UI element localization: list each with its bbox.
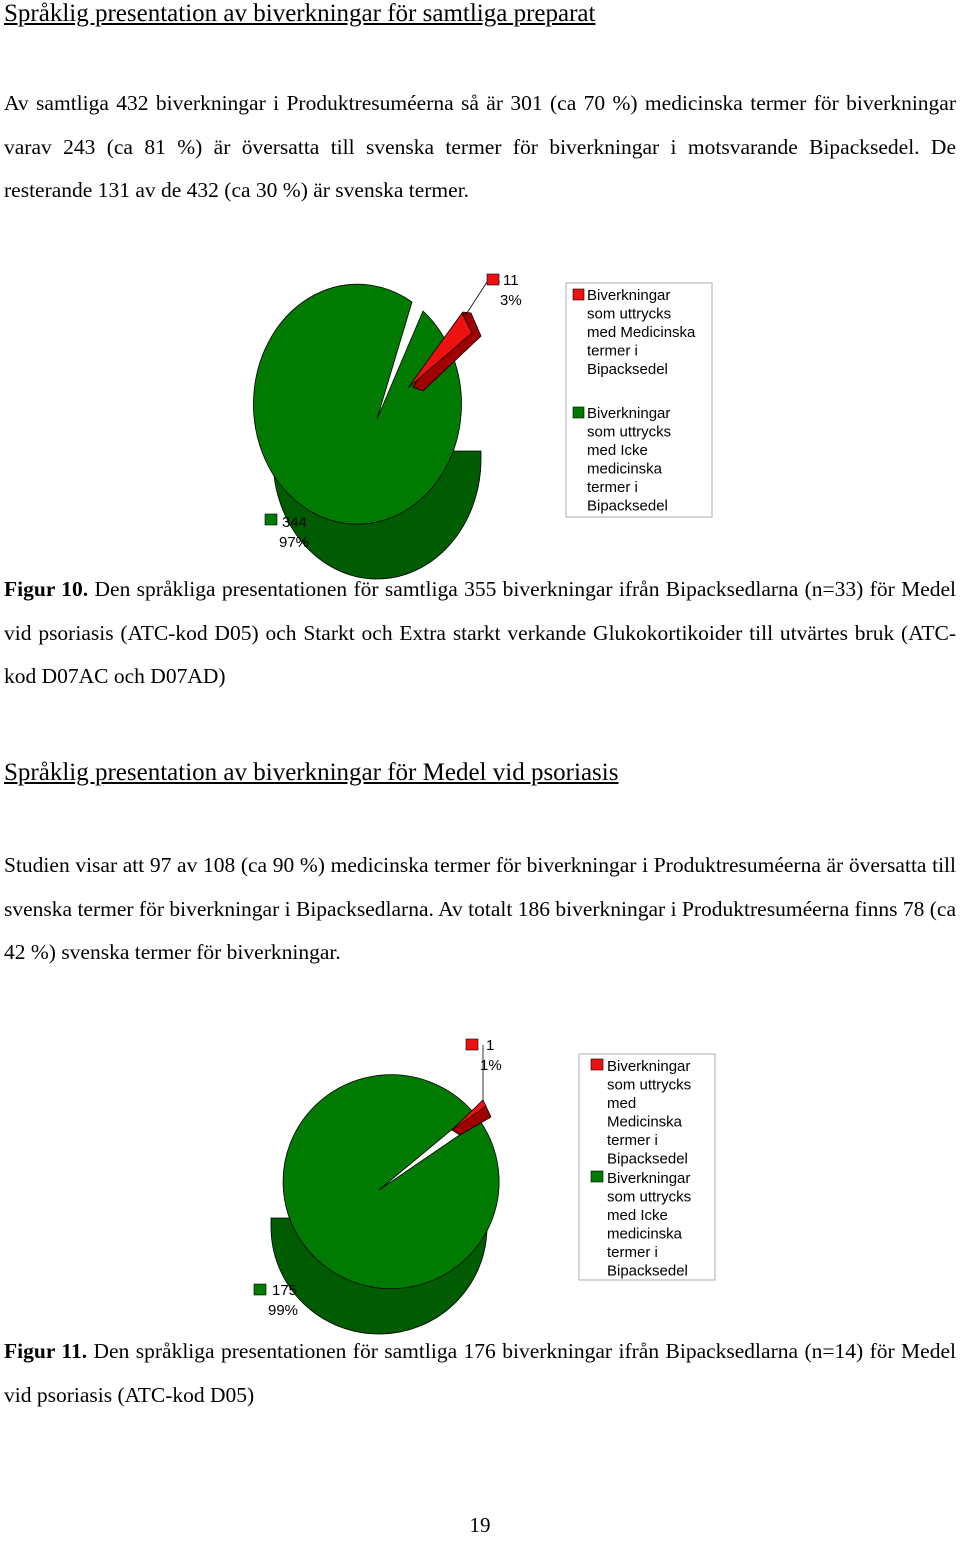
pie1-legend-text-green-line: med Icke xyxy=(587,442,648,459)
intro-paragraph-psoriasis: Studien visar att 97 av 108 (ca 90 %) medicinska termer för biverkningar i Produktresuméerna är översatta till svenska termer för biverkningar i Bipacksedlarna. Av totalt 186 biverkningar i Produktresuméerna finns 78 (ca 42 %) svenska termer för biverkningar. xyxy=(4,853,956,964)
pie2-red-count: 1 xyxy=(486,1037,495,1054)
pie-2-group xyxy=(254,1037,715,1334)
pie1-legend-text-red-line: med Medicinska xyxy=(587,324,696,341)
section-heading-psoriasis: Språklig presentation av biverkningar för Medel vid psoriasis xyxy=(4,759,619,786)
pie2-legend-text-green-line: medicinska xyxy=(607,1225,683,1243)
pie1-legend-text-green-line: medicinska xyxy=(587,460,663,478)
figure-10-caption-text: Den språkliga presentationen för samtliga 355 biverkningar ifrån Bipacksedlarna (n=33) för Medel vid psoriasis (ATC-kod D05) och Starkt och Extra starkt verkande Glukokortikoider till utvärtes bruk (ATC-kod D07AC och D07AD) xyxy=(4,577,956,688)
pie2-legend-text-green-line: som uttrycks xyxy=(607,1188,692,1206)
pie1-legend-text-green-line: Biverkningar xyxy=(587,405,671,422)
pie2-legend-text-red xyxy=(607,1058,691,1168)
intro-paragraph-all-drugs: Av samtliga 432 biverkningar i Produktresuméerna så är 301 (ca 70 %) medicinska termer för biverkningar varav 243 (ca 81 %) är översatta till svenska termer för biverkningar i motsvarande Bipacksedel. De resterande 131 av de 432 (ca 30 %) är svenska termer. xyxy=(4,91,956,202)
pie2-legend-text-green-line: termer i xyxy=(607,1244,658,1261)
pie1-legend-swatch-green xyxy=(573,407,584,418)
pie2-legend-text-green-line: med Icke xyxy=(607,1207,668,1224)
figure-10-caption xyxy=(4,568,956,699)
pie1-legend-text-red-line: Biverkningar xyxy=(587,287,671,304)
pie2-legend-swatch-red xyxy=(591,1059,603,1070)
pie2-legend-swatch-green xyxy=(591,1171,603,1182)
pie1-red-count: 11 xyxy=(503,272,519,289)
pie-1-group xyxy=(253,272,712,579)
pie2-legend-text-red-line: Medicinska xyxy=(607,1113,683,1131)
pie2-red-label-swatch xyxy=(466,1039,478,1050)
pie2-legend-text-green-line: Biverkningar xyxy=(607,1170,691,1187)
pie1-label-line-red xyxy=(465,282,487,316)
pie2-green-label-swatch xyxy=(254,1284,266,1295)
pie2-legend-text-red-line: Biverkningar xyxy=(607,1058,691,1075)
page-number: 19 xyxy=(469,1513,491,1537)
pie1-red-percent: 3% xyxy=(500,292,522,309)
pie1-green-label-swatch xyxy=(265,514,277,525)
pie1-green-count: 344 xyxy=(282,514,308,531)
figure-11-caption xyxy=(4,1330,956,1417)
pie2-legend-text-red-line: Bipacksedel xyxy=(607,1150,688,1168)
figure-11-label: Figur 11. xyxy=(4,1339,88,1363)
pie2-legend-text-green-line: Bipacksedel xyxy=(607,1262,688,1280)
pie2-green-slice xyxy=(283,1075,499,1289)
pie1-legend-swatch-red xyxy=(573,289,584,300)
pie1-legend-text-green-line: som uttrycks xyxy=(587,423,672,441)
pie1-green-slice xyxy=(253,284,461,524)
pie2-red-percent: 1% xyxy=(480,1057,502,1074)
pie2-legend-text-red-line: termer i xyxy=(607,1132,658,1149)
pie2-green-percent: 99% xyxy=(268,1302,299,1319)
pie2-legend-text-red-line: som uttrycks xyxy=(607,1076,692,1094)
section-heading-all-drugs: Språklig presentation av biverkningar för samtliga preparat xyxy=(4,0,596,27)
pie1-legend-text-green-line: Bipacksedel xyxy=(587,497,668,515)
figure-10-label: Figur 10. xyxy=(4,577,89,601)
pie1-red-label-swatch xyxy=(487,274,499,285)
pie1-legend-text-red-line: Bipacksedel xyxy=(587,361,668,378)
pie2-legend-text-red-line: med xyxy=(607,1095,637,1112)
pie2-legend-text-green xyxy=(607,1170,691,1280)
pie2-green-count: 175 xyxy=(272,1282,298,1299)
pie1-legend-text-red-line: som uttrycks xyxy=(587,305,672,323)
figure-11-caption-text: Den språkliga presentationen för samtliga 176 biverkningar ifrån Bipacksedlarna (n=14) för Medel vid psoriasis (ATC-kod D05) xyxy=(4,1339,956,1407)
pie1-legend-text-red-line: termer i xyxy=(587,342,638,360)
pie1-legend-text-green xyxy=(587,405,671,515)
pie1-legend-text-green-line: termer i xyxy=(587,479,638,496)
pie1-green-percent: 97% xyxy=(279,534,310,551)
